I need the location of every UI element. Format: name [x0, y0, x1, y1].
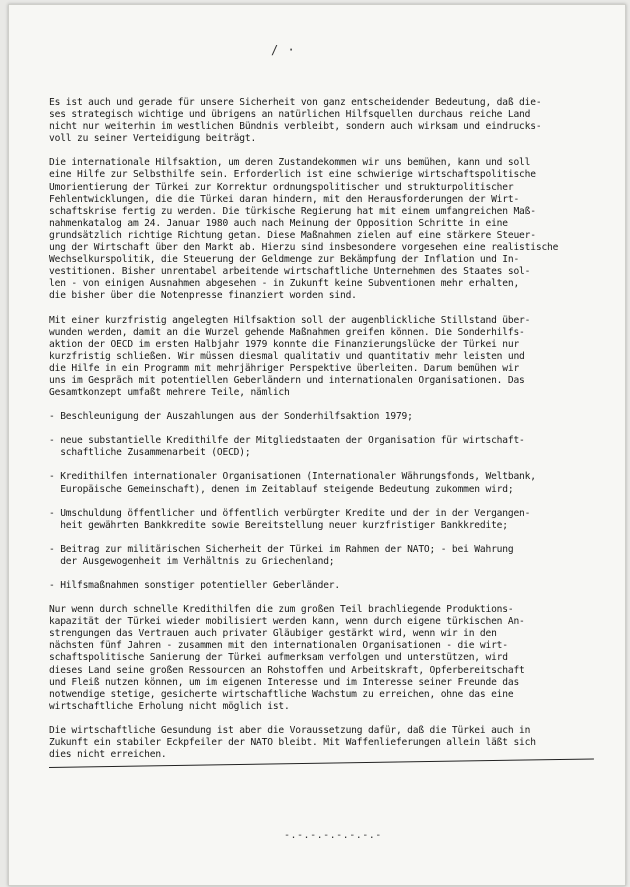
text-line: - Hilfsmaßnahmen sonstiger potentieller Geberländer. — [49, 580, 340, 591]
text-line: ung der Wirtschaft über den Markt ab. Hierzu sind insbesondere vorgesehen eine realistische — [49, 242, 559, 254]
text-line: Die wirtschaftliche Gesundung ist aber die Voraussetzung dafür, daß die Türkei auch in — [49, 724, 531, 736]
page-number-mark: / · — [271, 43, 296, 57]
text-line: voll zu seiner Verteidigung beiträgt. — [49, 133, 257, 145]
text-line: nächsten fünf Jahren - zusammen mit den internationalen Organisationen - die wirt- — [49, 640, 508, 652]
text-line: notwendige stetige, gesicherte wirtschaftliche Wachstum zu erreichen, ohne das eine — [49, 688, 514, 700]
text-line: schaftliche Zusammenarbeit (OECD); — [49, 447, 251, 459]
end-of-text-mark: -.-.-.-.-.-.-.- — [284, 830, 382, 841]
text-line: wunden werden, damit an die Wurzel gehende Maßnahmen greifen können. Die Sonderhilfs- — [49, 326, 525, 338]
text-line: - Beschleunigung der Auszahlungen aus der Sonderhilfsaktion 1979; — [49, 411, 413, 423]
paragraph — [49, 725, 609, 761]
text-line: Fehlentwicklungen, die die Türkei daran hindern, mit den Herausforderungen der Wirt- — [49, 193, 520, 205]
text-line: strengungen das Vertrauen auch privater Gläubiger gestärkt wird, wenn wir in den — [49, 628, 497, 640]
text-line: dies nicht erreichen. — [49, 749, 167, 761]
text-line: uns im Gespräch mit potentiellen Geberländern und internationalen Organisationen. Das — [49, 374, 525, 386]
text-line: eine Hilfe zur Selbsthilfe sein. Erforderlich ist eine schwierige wirtschaftspolitische — [49, 169, 536, 181]
paragraph — [49, 157, 609, 302]
text-line: nicht nur weiterhin im westlichen Bündnis verbleibt, sondern auch wirksam und eindrucks- — [49, 121, 542, 133]
text-line: aktion der OECD im ersten Halbjahr 1979 konnte die Finanzierungslücke der Türkei nur — [49, 338, 520, 350]
text-line: Nur wenn durch schnelle Kredithilfen die zum großen Teil brachliegende Produktions- — [49, 604, 514, 616]
text-line: Gesamtkonzept umfaßt mehrere Teile, nämlich — [49, 387, 290, 399]
text-line: - Umschuldung öffentlicher und öffentlich verbürgter Kredite und der in der Vergangen- — [49, 507, 531, 519]
text-line: Die internationale Hilfsaktion, um deren Zustandekommen wir uns bemühen, kann und soll — [49, 157, 531, 169]
text-line: kapazität der Türkei wieder mobilisiert werden kann, wenn durch eigene türkischen An- — [49, 616, 525, 628]
list-item — [49, 544, 609, 568]
text-line: Es ist auch und gerade für unsere Sicherheit von ganz entscheidender Bedeutung, daß die- — [49, 97, 542, 108]
text-line: schaftskrise fertig zu werden. Die türkische Regierung hat mit einem umfangreichen Maß- — [49, 205, 536, 217]
text-line: Europäische Gemeinschaft), denen im Zeitablauf steigende Bedeutung zukommen wird; — [49, 483, 514, 495]
text-line: ses strategisch wichtige und übrigens an natürlichen Hilfsquellen durchaus reiche Land — [49, 109, 531, 121]
text-line: Mit einer kurzfristig angelegten Hilfsaktion soll der augenblickliche Stillstand über- — [49, 314, 531, 326]
list-item — [49, 508, 609, 532]
text-line: der Ausgewogenheit im Verhältnis zu Griechenland; — [49, 555, 335, 567]
list-item — [49, 471, 609, 495]
text-line: nahmenkatalog am 24. Januar 1980 auch nach Meinung der Opposition Schritte in eine — [49, 217, 508, 229]
text-line: vestitionen. Bisher unrentabel arbeitende wirtschaftliche Unternehmen des Staates sol- — [49, 266, 531, 278]
text-line: - Beitrag zur militärischen Sicherheit der Türkei im Rahmen der NATO; - bei Wahrung — [49, 543, 514, 555]
text-line: Zukunft ein stabiler Eckpfeiler der NATO bleibt. Mit Waffenlieferungen allein läßt sich — [49, 737, 536, 749]
text-line: dieses Land seine großen Ressourcen an Rohstoffen und Arbeitskraft, Opferbereitschaft — [49, 664, 525, 676]
document-page — [8, 4, 626, 886]
text-line: die bisher über die Notenpresse finanziert worden sind. — [49, 290, 357, 302]
text-line: schaftspolitische Sanierung der Türkei aufmerksam verfolgen und unterstützen, wird — [49, 652, 508, 664]
text-line: - Kredithilfen internationaler Organisationen (Internationaler Währungsfonds, Weltbank, — [49, 471, 536, 483]
text-line: Wechselkurspolitik, die Steuerung der Geldmenge zur Bekämpfung der Inflation und In- — [49, 254, 520, 266]
list-item — [49, 435, 609, 459]
text-line: und Fleiß nutzen können, um im eigenen Interesse und im Interesse seiner Freunde das — [49, 676, 520, 688]
paragraph — [49, 97, 609, 145]
text-line: Umorientierung der Türkei zur Korrektur ordnungspolitischer und strukturpolitischer — [49, 181, 514, 193]
list-item — [49, 411, 609, 423]
paragraph — [49, 604, 609, 713]
text-line: wirtschaftliche Erholung nicht möglich ist. — [49, 700, 290, 712]
text-line: len - von einigen Ausnahmen abgesehen - in Zukunft keine Subventionen mehr erhalten, — [49, 278, 520, 290]
document-body — [49, 97, 609, 773]
paragraph — [49, 315, 609, 400]
text-line: heit gewährten Bankkredite sowie Bereitstellung neuer kurzfristiger Bankkredite; — [49, 519, 508, 531]
text-line: die Hilfe in ein Programm mit mehrjähriger Perspektive überleiten. Darum bemühen wir — [49, 362, 520, 374]
text-line: kurzfristig schließen. Wir müssen diesmal qualitativ und quantitativ mehr leisten und — [49, 350, 525, 362]
list-item — [49, 580, 609, 592]
text-line: - neue substantielle Kredithilfe der Mitgliedstaaten der Organisation für wirtschaft- — [49, 435, 525, 447]
text-line: grundsätzlich richtige Richtung getan. Diese Maßnahmen zielen auf eine stärkere Steuer- — [49, 229, 536, 241]
